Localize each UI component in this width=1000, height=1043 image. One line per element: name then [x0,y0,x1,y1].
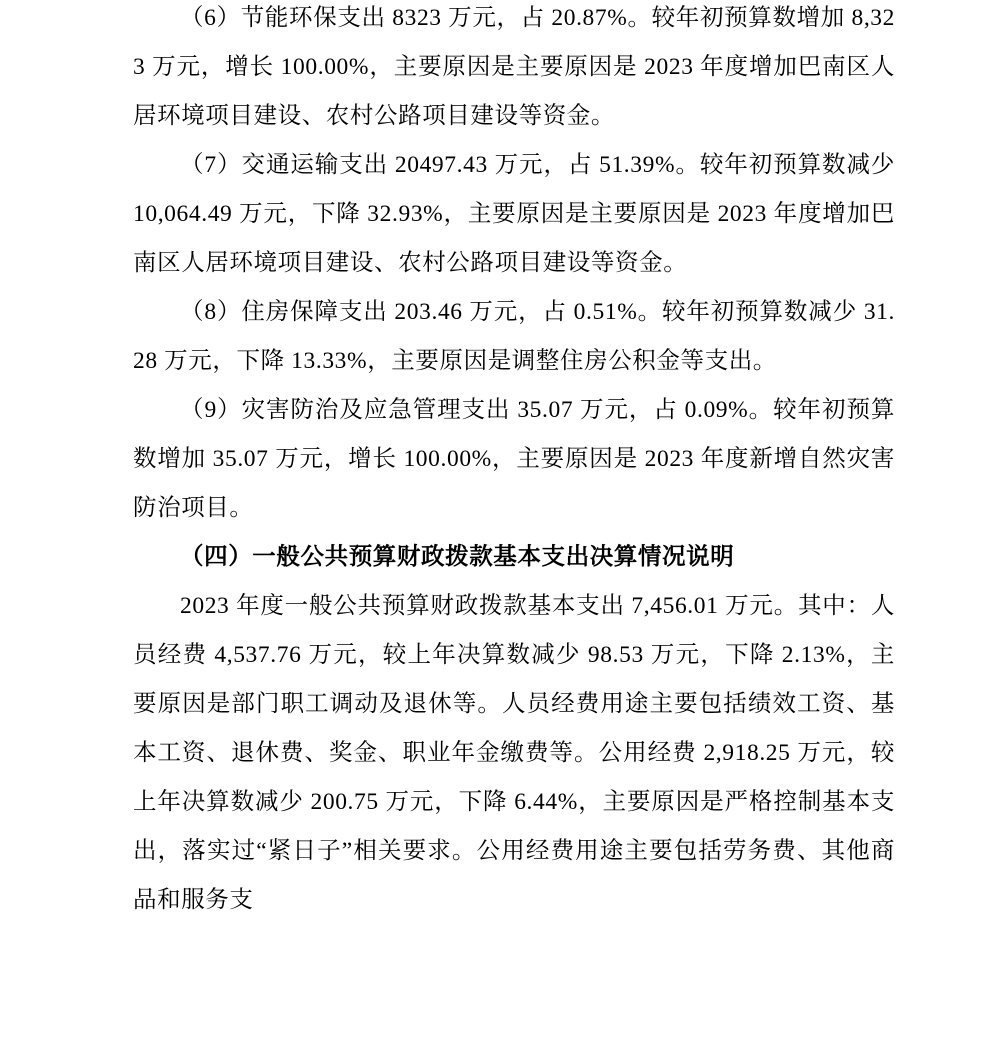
paragraph-expenditure-item-9: （9）灾害防治及应急管理支出 35.07 万元，占 0.09%。较年初预算数增加 35.07 万元，增长 100.00%，主要原因是 2023 年度新增自然灾害防治项目。 [133,397,895,521]
paragraph-expenditure-item-8: （8）住房保障支出 203.46 万元，占 0.51%。较年初预算数减少 31.28 万元，下降 13.33%，主要原因是调整住房公积金等支出。 [133,299,895,374]
paragraph-expenditure-item-6: （6）节能环保支出 8323 万元，占 20.87%。较年初预算数增加 8,323 万元，增长 100.00%，主要原因是主要原因是 2023 年度增加巴南区人居环境项目建设、农村公路项目建设等资金。 [133,5,895,129]
paragraph-expenditure-item-7: （7）交通运输支出 20497.43 万元，占 51.39%。较年初预算数减少 10,064.49 万元，下降 32.93%，主要原因是主要原因是 2023 年度增加巴南区人居环境项目建设、农村公路项目建设等资金。 [133,152,895,276]
section-heading-basic-expenditure: （四）一般公共预算财政拨款基本支出决算情况说明 [180,544,735,570]
paragraph-basic-expenditure-detail: 2023 年度一般公共预算财政拨款基本支出 7,456.01 万元。其中：人员经费 4,537.76 万元，较上年决算数减少 98.53 万元，下降 2.13%，主要原因是部门职工调动及退休等。人员经费用途主要包括绩效工资、基本工资、退休费、奖金、职业年金缴费等。公用经费 2,918.25 万元，较上年决算数减少 200.75 万元，下降 6.44%，主要原因是严格控制基本支出，落实过“紧日子”相关要求。公用经费用途主要包括劳务费、其他商品和服务支 [133,593,895,913]
